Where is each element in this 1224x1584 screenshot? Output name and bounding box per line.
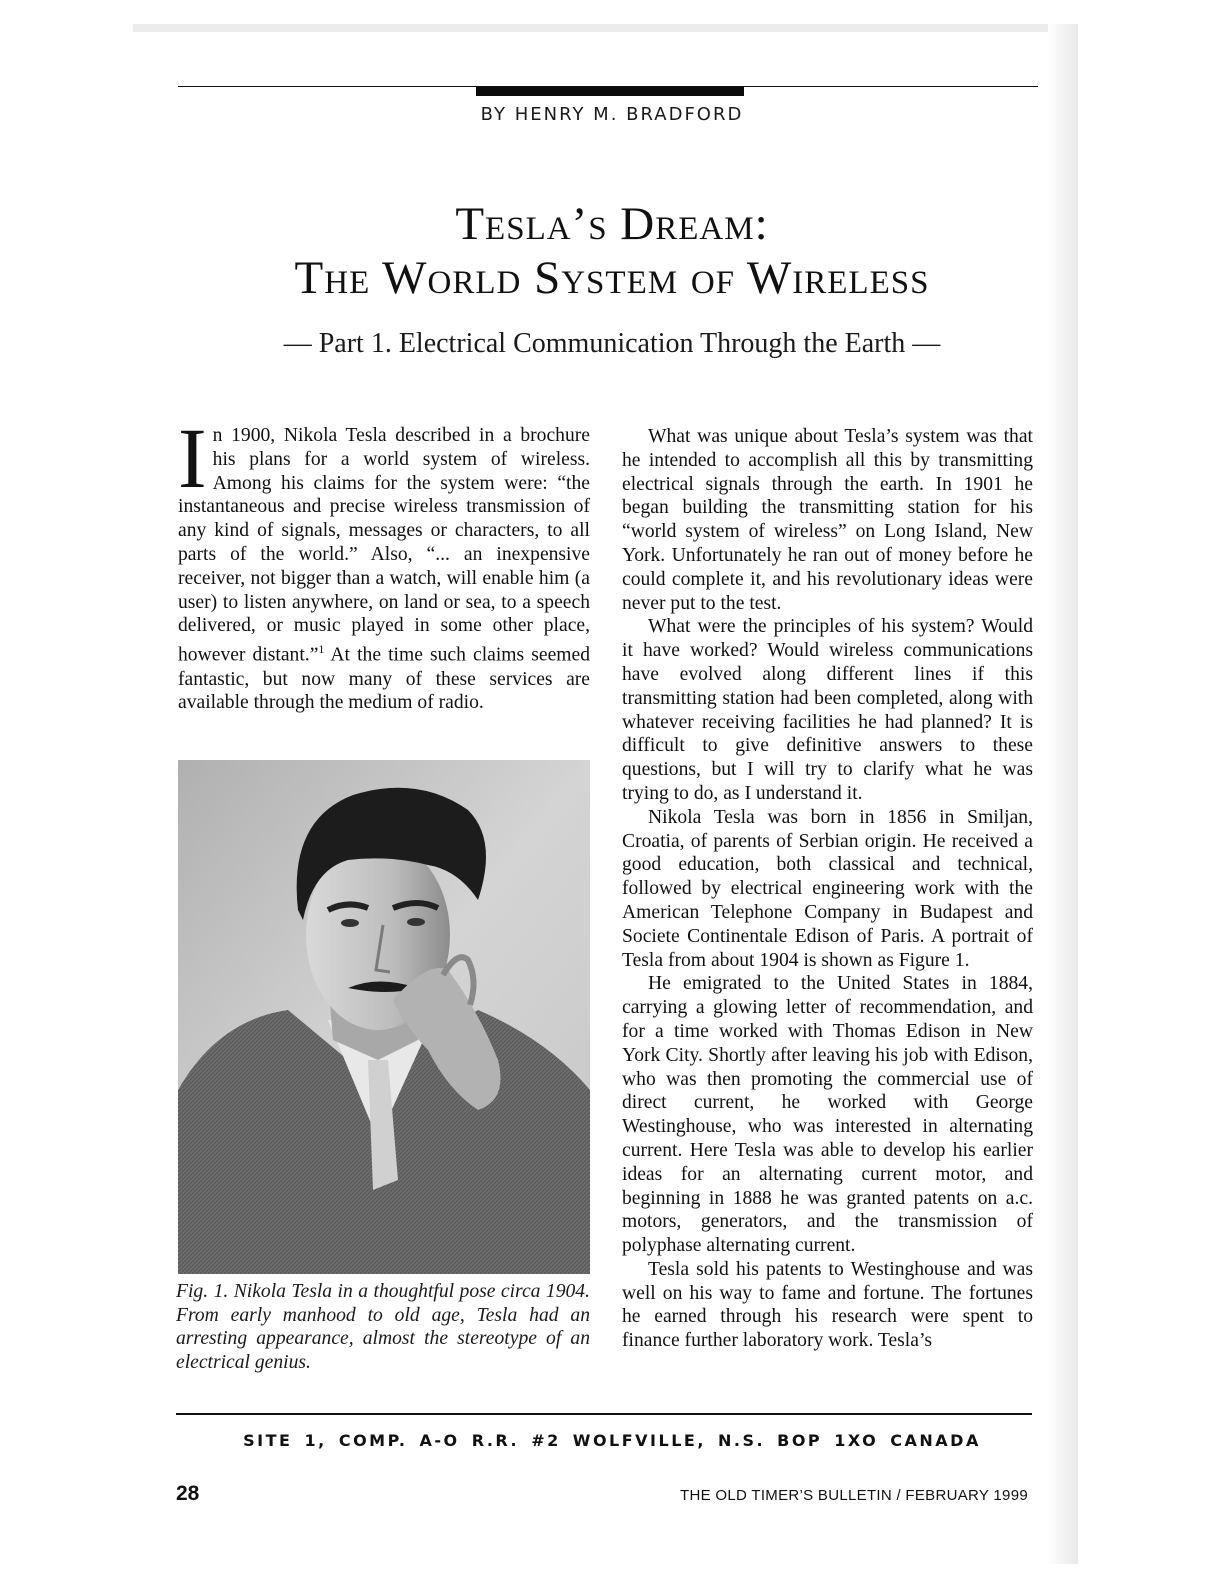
byline: BY HENRY M. BRADFORD	[480, 104, 744, 125]
body-paragraph: Tesla sold his patents to Westinghouse and was well on his way to fame and fortune. The fortunes he earned through his research were spent to finance further laboratory work. Tesla’s	[622, 1258, 1033, 1352]
article-title-line-2: The World System of Wireless	[294, 252, 930, 304]
body-paragraph: What were the principles of his system? Would it have worked? Would wireless communications have evolved along different lines if this transmitting station had been completed, along with whatever receiving facilities he had planned? It is difficult to give definitive answers to these questions, but I will try to clarify what he was trying to do, as I understand it.	[622, 616, 1033, 804]
figure-caption: Fig. 1. Nikola Tesla in a thoughtful pose circa 1904. From early manhood to old age, Tesla had an arresting appearance, almost the stereotype of an electrical genius.	[176, 1281, 590, 1373]
right-column	[622, 425, 1033, 1353]
body-paragraph: He emigrated to the United States in 1884, carrying a glowing letter of recommendation, and for a time worked with Thomas Edison in New York City. Shortly after leaving his job with Edison, who was then promoting the commercial use of direct current, he worked with George Westinghouse, who was interested in alternating current. Here Tesla was able to develop his earlier ideas for an alternating current motor, and beginning in 1888 he was granted patents on a.c. motors, generators, and the transmission of polyphase alternating current.	[622, 973, 1033, 1257]
tesla-portrait-photo	[178, 760, 590, 1274]
portrait-image	[178, 760, 590, 1274]
footnote-ref: 1	[318, 642, 325, 657]
intro-text: n 1900, Nikola Tesla described in a brochure his plans for a world system of wireless. Among his claims for the system were: “the instantaneous and precise wireless transmission of any kind of signals, messages or characters, to all parts of the world.” Also, “... an inexpensive receiver, not bigger than a watch, will enable him (a user) to listen anywhere, on land or sea, to a speech delivered, or music played in some other place, however distant.”	[178, 425, 590, 666]
page-number: 28	[176, 1482, 200, 1505]
left-column	[178, 410, 590, 715]
article-subtitle: — Part 1. Electrical Communication Through the Earth —	[283, 328, 941, 359]
intro-text-tail: At the time such claims seemed fantastic, but now many of these services are available through the medium of radio.	[178, 644, 590, 714]
scan-edge-top	[133, 24, 1078, 32]
header-accent-bar	[476, 87, 744, 96]
footer-address: SITE 1, COMP. A-O R.R. #2 WOLFVILLE, N.S. BOP 1XO CANADA	[243, 1431, 981, 1450]
body-paragraph: What was unique about Tesla’s system was that he intended to accomplish all this by transmitting electrical signals through the earth. In 1901 he began building the transmitting station for his “world system of wireless” on Long Island, New York. Unfortunately he ran out of money before he could complete it, and his revolutionary ideas were never put to the test.	[622, 426, 1033, 614]
drop-cap: I	[178, 410, 207, 506]
footer-rule	[176, 1413, 1032, 1415]
article-title-line-1: Tesla’s Dream:	[455, 198, 769, 250]
journal-issue: THE OLD TIMER’S BULLETIN / FEBRUARY 1999	[680, 1487, 1028, 1504]
intro-paragraph	[178, 410, 590, 715]
body-paragraph: Nikola Tesla was born in 1856 in Smiljan, Croatia, of parents of Serbian origin. He received a good education, both classical and technical, followed by electrical engineering work with the American Telephone Company in Budapest and Societe Continentale Edison of Paris. A portrait of Tesla from about 1904 is shown as Figure 1.	[622, 806, 1033, 971]
